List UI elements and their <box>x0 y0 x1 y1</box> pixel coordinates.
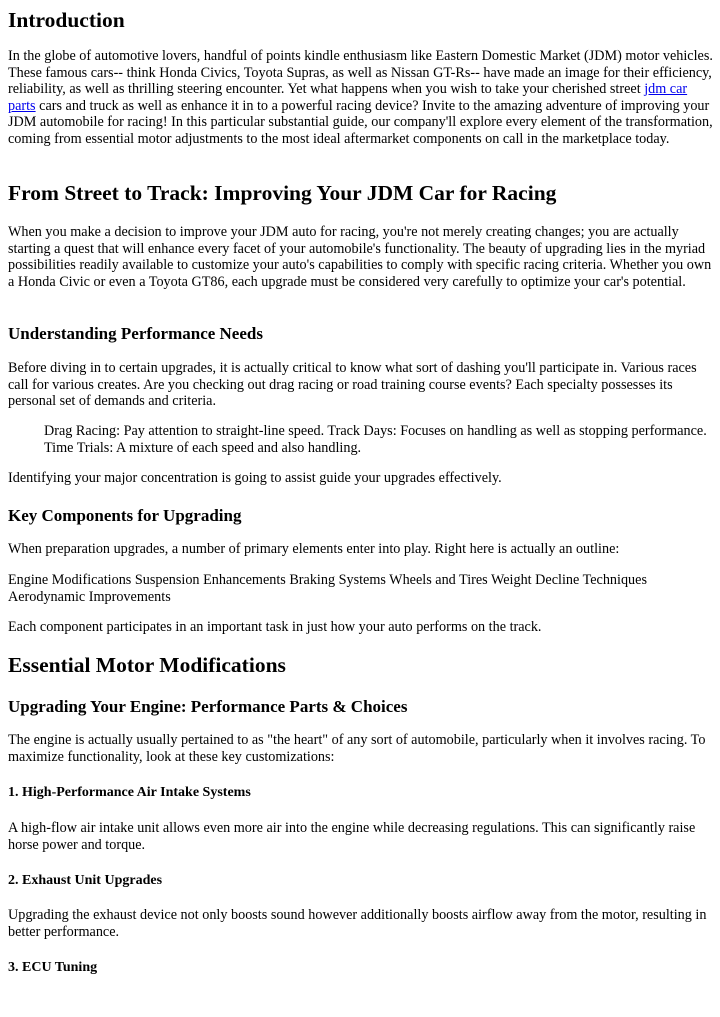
paragraph-air-intake: A high-flow air intake unit allows even more air into the engine while decreasing regulations. This can significantly raise horse power and torque. <box>8 820 696 853</box>
paragraph-identify-focus: Identifying your major concentration is going to assist guide your upgrades effectively. <box>8 470 502 486</box>
paragraph-street-to-track: When you make a decision to improve your JDM auto for racing, you're not merely creating changes; you are actually starting a quest that will enhance every facet of your automobile's functionality. The beauty of upgrading lies in the myriad possibilities readily available to customize your auto's capabilities to comply with specific racing criteria. Whether you own a Honda Civic or even a Toyota GT86, each upgrade must be considered very carefully to optimize your car's potential. <box>8 224 712 290</box>
heading-exhaust-upgrades: 2. Exhaust Unit Upgrades <box>8 873 163 888</box>
jdm-car-parts-link[interactable]: jdm car parts <box>8 81 688 114</box>
paragraph-components-list: Engine Modifications Suspension Enhancements Braking Systems Wheels and Tires Weight Decline Techniques Aerodynamic Improvements <box>8 572 647 605</box>
intro-text-after-link: cars and truck as well as enhance it in to a powerful racing device? Invite to the amazing adventure of improving your JDM automobile for racing! In this particular substantial guide, our company'll explore every element of the transformation, coming from essential motor adjustments to the most ideal aftermarket components on call in the marketplace today. <box>8 97 713 147</box>
blockquote-race-types: Drag Racing: Pay attention to straight-line speed. Track Days: Focuses on handling as well as stopping performance. Time Trials: A mixture of each speed and also handling. <box>44 423 707 456</box>
heading-performance-needs: Understanding Performance Needs <box>8 324 263 343</box>
heading-key-components: Key Components for Upgrading <box>8 506 242 525</box>
heading-air-intake: 1. High-Performance Air Intake Systems <box>8 785 251 800</box>
heading-upgrading-engine: Upgrading Your Engine: Performance Parts & Choices <box>8 697 408 716</box>
paragraph-exhaust-upgrades: Upgrading the exhaust device not only boosts sound however additionally boosts airflow away from the motor, resulting in better performance. <box>8 907 707 940</box>
heading-street-to-track: From Street to Track: Improving Your JDM Car for Racing <box>8 181 557 205</box>
paragraph-components-intro: When preparation upgrades, a number of primary elements enter into play. Right here is actually an outline: <box>8 541 620 557</box>
paragraph-introduction <box>8 48 714 147</box>
paragraph-performance-needs: Before diving in to certain upgrades, it is actually critical to know what sort of dashing you'll participate in. Various races call for various creates. Are you checking out drag racing or road training course events? Each specialty possesses its personal set of demands and criteria. <box>8 360 697 409</box>
heading-introduction: Introduction <box>8 8 125 32</box>
intro-text-before-link: In the globe of automotive lovers, handful of points kindle enthusiasm like Eastern Domestic Market (JDM) motor vehicles. These famous cars-- think Honda Civics, Toyota Supras, as well as Nissan GT-Rs-- have made an image for their efficiency, reliability, as well as thrilling steering encounter. Yet what happens when you wish to take your cherished street <box>8 48 713 97</box>
paragraph-upgrading-engine: The engine is actually usually pertained to as "the heart" of any sort of automobile, particularly when it involves racing. To maximize functionality, look at these key customizations: <box>8 732 706 765</box>
heading-ecu-tuning: 3. ECU Tuning <box>8 960 98 975</box>
paragraph-components-summary: Each component participates in an important task in just how your auto performs on the track. <box>8 619 542 635</box>
heading-essential-motor-modifications: Essential Motor Modifications <box>8 653 286 677</box>
